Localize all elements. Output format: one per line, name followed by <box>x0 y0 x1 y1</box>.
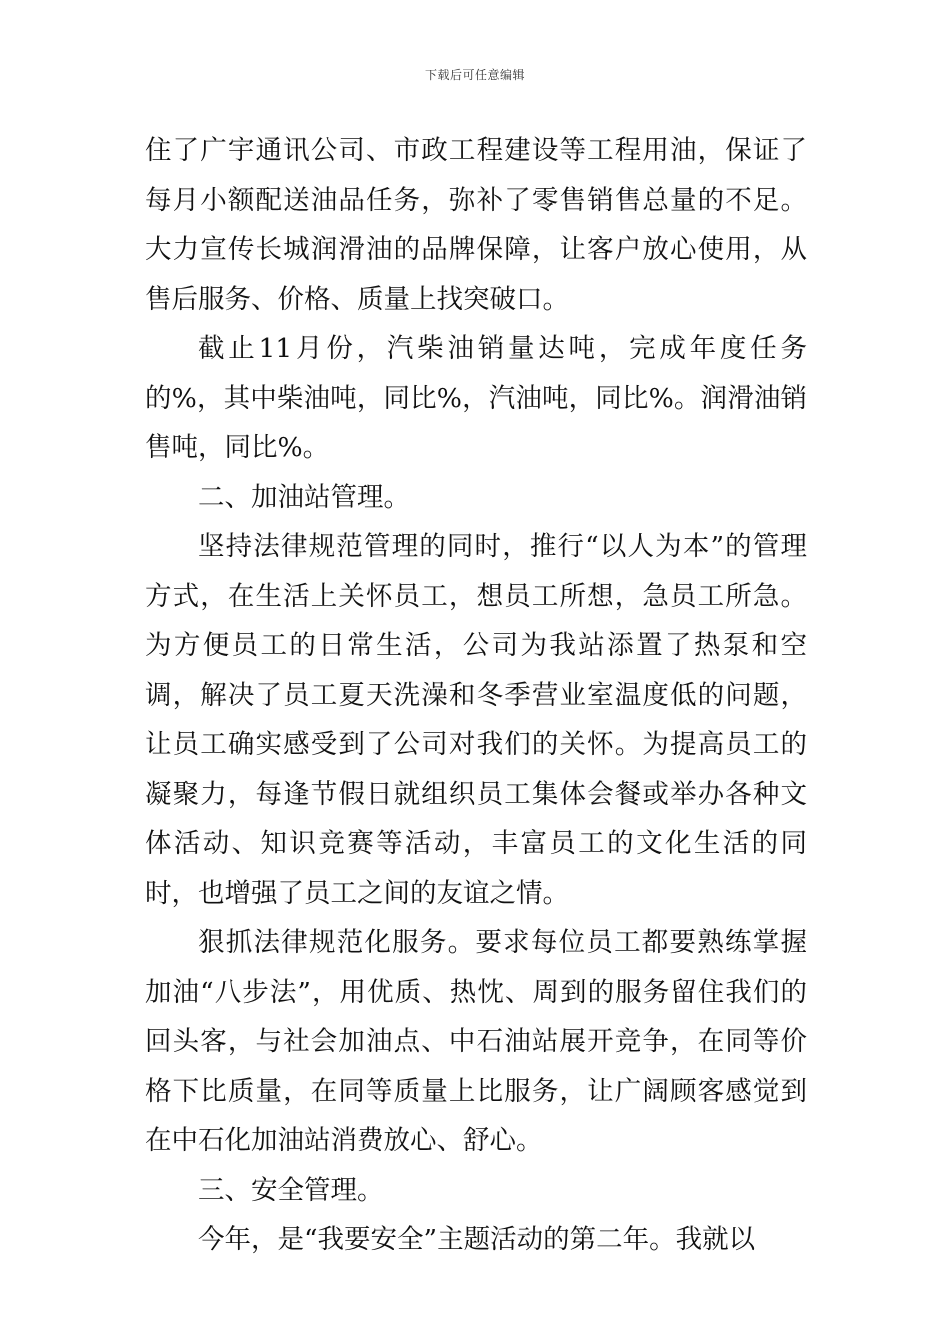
document-body <box>145 126 807 1265</box>
paragraph-service: 狠抓法律规范化服务。要求每位员工都要熟练掌握加油“八步法”，用优质、热忱、周到的服务留住我们的回头客，与社会加油点、中石油站展开竞争，在同等价格下比质量，在同等质量上比服务，让广阔顾客感觉到在中石化加油站消费放心、舒心。 <box>145 927 807 1156</box>
page-header: 下载后可任意编辑 <box>424 68 525 82</box>
section-heading-safety-management: 三、安全管理。 <box>198 1174 384 1206</box>
paragraph-continuation: 住了广宇通讯公司、市政工程建设等工程用油，保证了每月小额配送油品任务，弥补了零售销售总量的不足。大力宣传长城润滑油的品牌保障，让客户放心使用，从售后服务、价格、质量上找突破口。 <box>145 135 807 315</box>
paragraph-sales-figures: 截止11月份，汽柴油销量达吨，完成年度任务的%，其中柴油吨，同比%，汽油吨，同比%。润滑油销售吨，同比%。 <box>145 333 807 463</box>
section-heading-station-management: 二、加油站管理。 <box>198 481 410 513</box>
paragraph-safety-theme: 今年，是“我要安全”主题活动的第二年。我就以 <box>198 1224 756 1255</box>
paragraph-people-oriented: 坚持法律规范管理的同时，推行“以人为本”的管理方式，在生活上关怀员工，想员工所想，急员工所急。为方便员工的日常生活，公司为我站添置了热泵和空调，解决了员工夏天洗澡和冬季营业室温度低的问题，让员工确实感受到了公司对我们的关怀。为提高员工的凝聚力，每逢节假日就组织员工集体会餐或举办各种文体活动、知识竞赛等活动，丰富员工的文化生活的同时，也增强了员工之间的友谊之情。 <box>145 531 807 909</box>
